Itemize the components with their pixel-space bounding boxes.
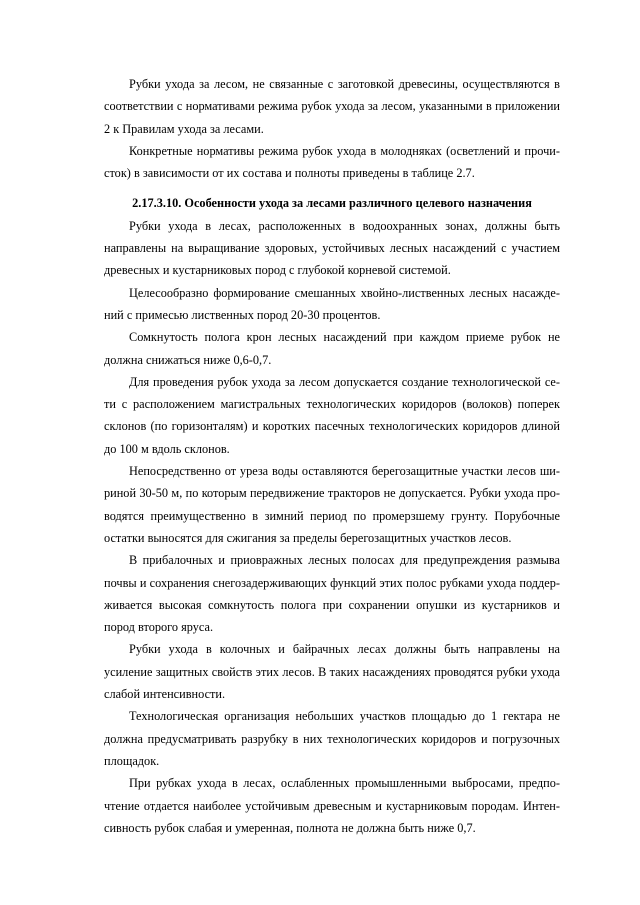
paragraph: Непосредственно от уреза воды оставляются берегозащитные участки лесов шириной 30-50 м, по которым передвижение тракторов не допускается. Рубки ухода проводятся преимущественно в зимний период по промерзшему грунту. Порубочные остатки выносятся для сжигания за пределы берегозащитных участков лесов. (104, 464, 560, 545)
paragraph: Для проведения рубок ухода за лесом допускается создание технологической сети с расположением магистральных технологических коридоров (волоков) поперек склонов (по горизонталям) и коротких пасечных технологических коридоров длиной до 100 м вдоль склонов. (104, 374, 560, 456)
page-body (104, 73, 560, 839)
paragraph: Сомкнутость полога крон лесных насаждений при каждом приеме рубок не должна снижаться ниже 0,6-0,7. (104, 330, 560, 367)
paragraph: Рубки ухода за лесом, не связанные с заготовкой древесины, осуществляются в соответствии с нормативами режима рубок ухода за лесом, указанными в приложении 2 к Правилам ухода за лесами. (104, 77, 560, 136)
paragraph: Рубки ухода в колочных и байрачных лесах должны быть направлены на усиление защитных свойств этих лесов. В таких насаждениях проводятся рубки ухода слабой интенсивности. (104, 642, 560, 702)
paragraph: Конкретные нормативы режима рубок ухода в молодняках (осветлений и прочисток) в зависимости от их состава и полноты приведены в таблице 2.7. (104, 143, 560, 181)
paragraph: Технологическая организация небольших участков площадью до 1 гектара не должна предусматривать разрубку в них технологических коридоров и погрузочных площадок. (104, 709, 560, 768)
paragraph: Рубки ухода в лесах, расположенных в водоохранных зонах, должны быть направлены на выращивание здоровых, устойчивых лесных насаждений с участием древесных и кустарниковых пород с глубокой корневой системой. (104, 218, 560, 278)
section-heading: 2.17.3.10. Особенности ухода за лесами различного целевого назначения (132, 196, 532, 211)
paragraph: Целесообразно формирование смешанных хвойно-лиственных лесных насаждений с примесью лиственных пород 20-30 процентов. (104, 285, 560, 322)
paragraph: В прибалочных и приовражных лесных полосах для предупреждения размыва почвы и сохранения снегозадерживающих функций этих полос рубками ухода поддерживается высокая сомкнутость полога при сохранении опушки из кустарников и пород второго яруса. (104, 553, 560, 635)
paragraph: При рубках ухода в лесах, ослабленных промышленными выбросами, предпочтение отдается наиболее устойчивым древесным и кустарниковым породам. Интенсивность рубок слабая и умеренная, полнота не должна быть ниже 0,7. (104, 776, 560, 835)
